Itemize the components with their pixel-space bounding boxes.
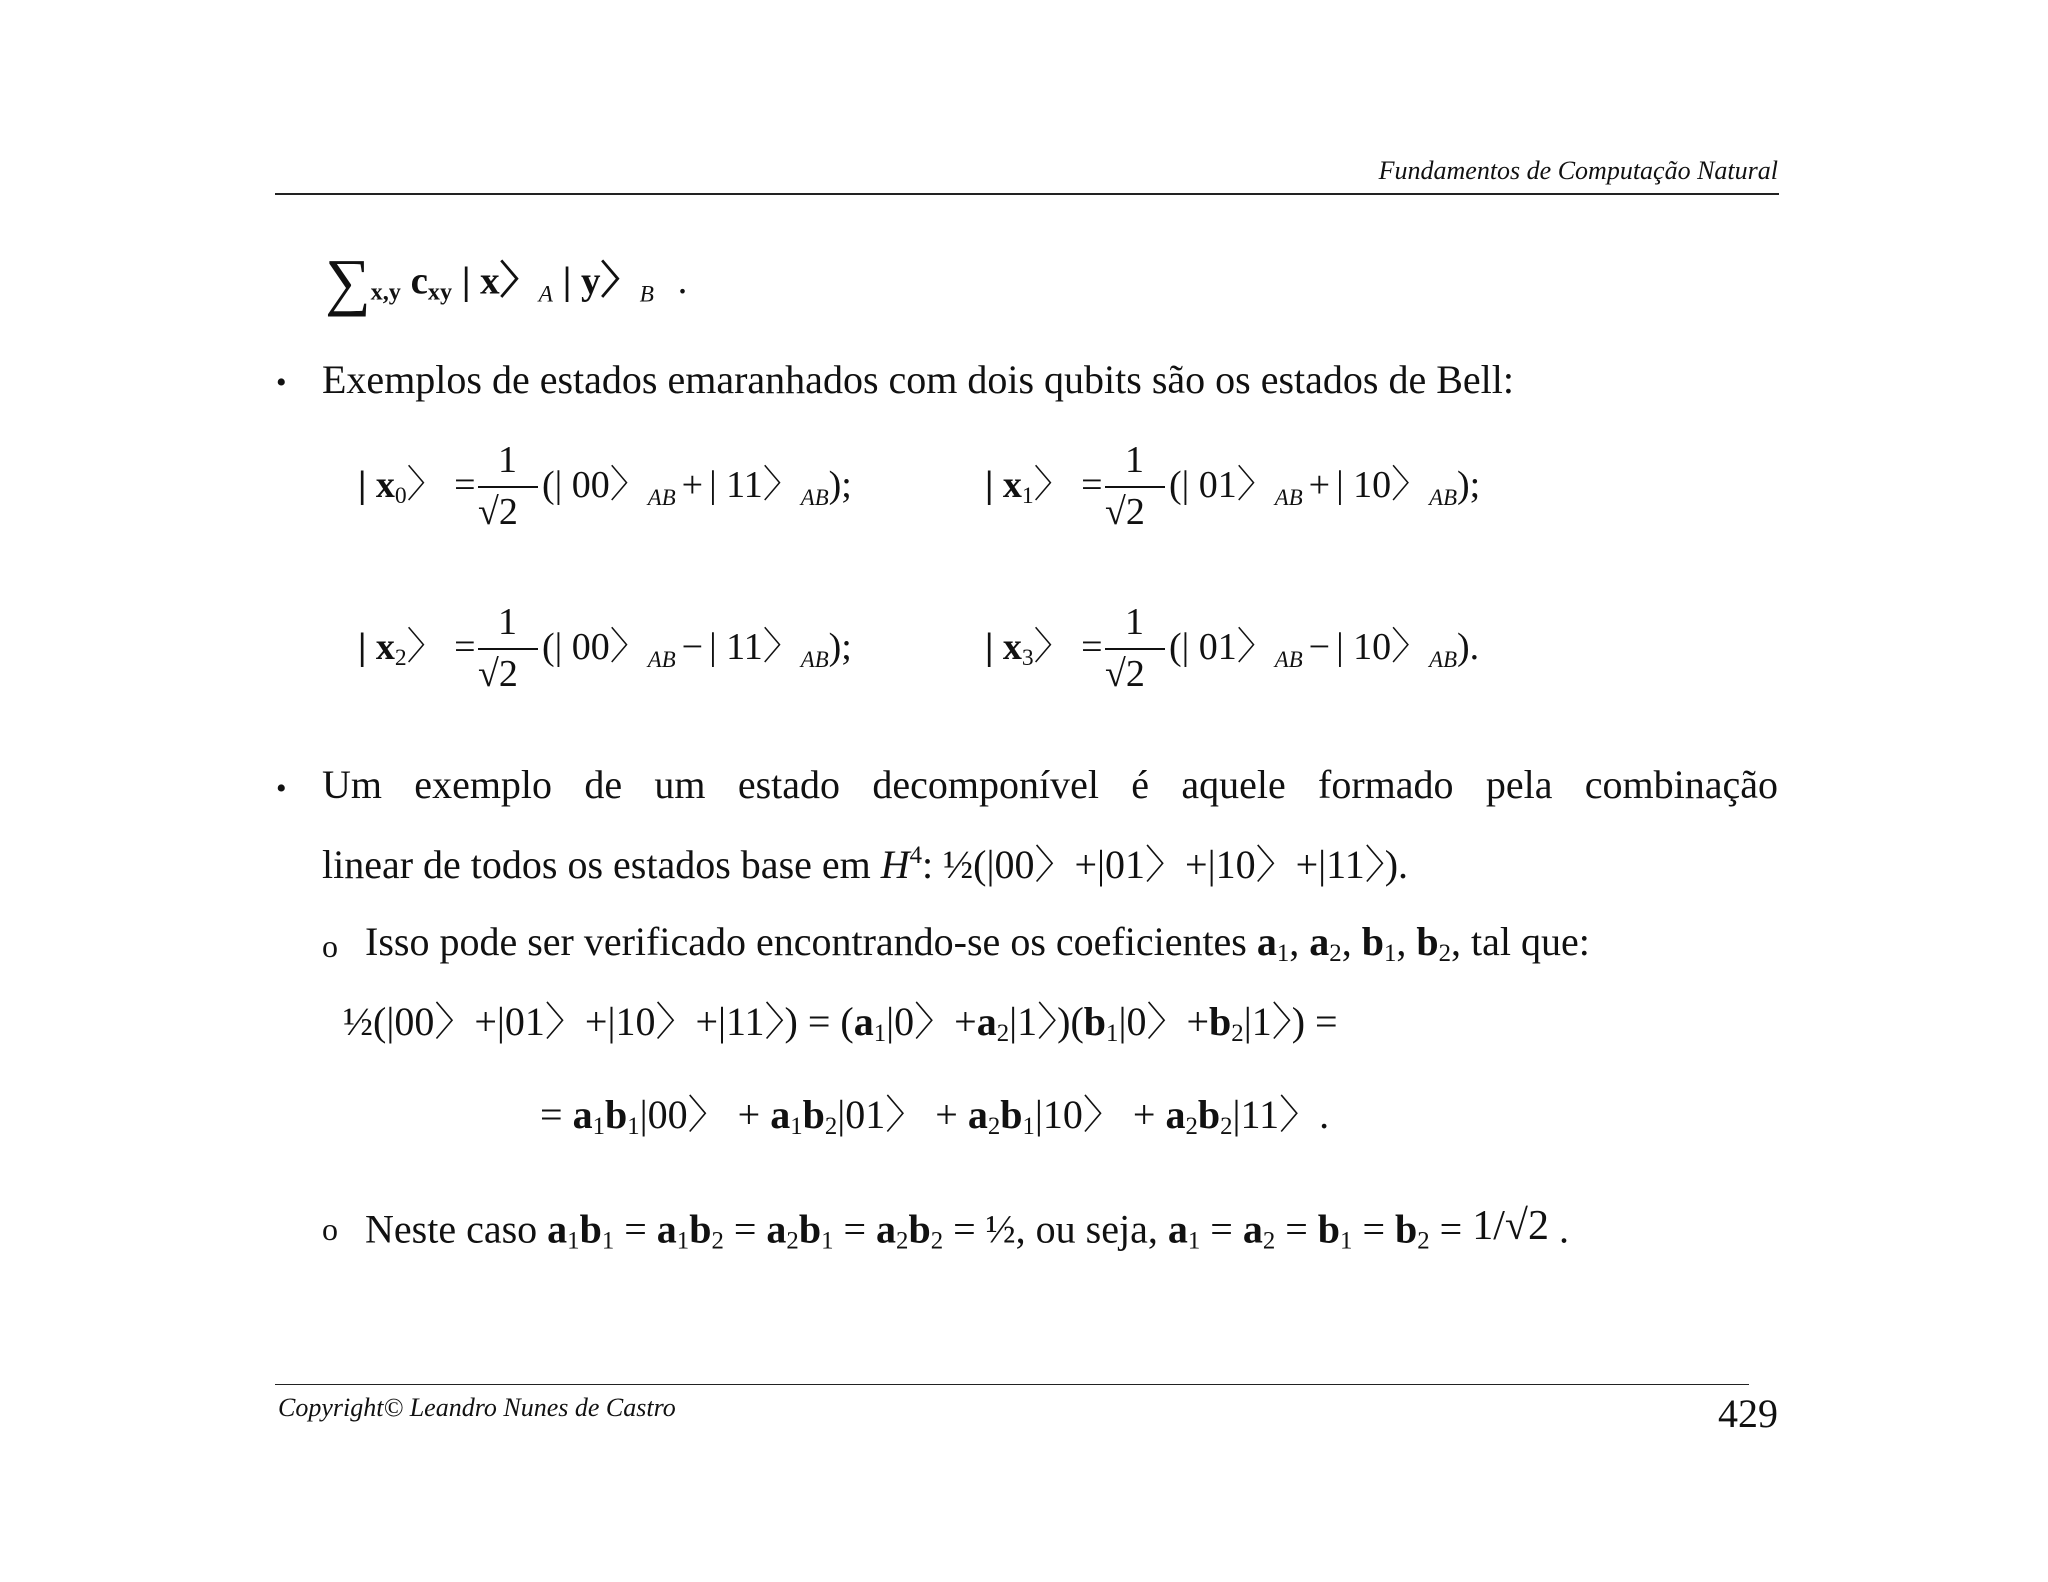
idx: 2 (987, 1113, 1001, 1141)
bullet2-line1: Um exemplo de um estado decomponível é aquele formado pela combinação (322, 762, 1778, 807)
sep: , (1289, 919, 1310, 964)
idx: 2 (1231, 1020, 1244, 1048)
coef-a: a (656, 1206, 677, 1252)
header-title: Fundamentos de Computação Natural (1378, 156, 1778, 185)
idx: 1 (873, 1020, 887, 1048)
term: |00〉 + (639, 1092, 771, 1137)
ket: |0〉+ (1118, 999, 1210, 1044)
eq: = (723, 1206, 767, 1252)
bell-lhs: | x (358, 626, 395, 668)
frac-bar (1105, 486, 1165, 488)
coef-sub: xy (427, 278, 453, 306)
bell-index: 0 (394, 482, 407, 509)
frac-denominator: √2 (478, 653, 518, 695)
coef-b: b (689, 1206, 712, 1252)
idx: 1 (592, 1113, 605, 1141)
sub1-text (365, 919, 1590, 968)
frac-numerator: 1 (498, 439, 517, 481)
frac-denominator: √2 (1105, 491, 1145, 533)
frac-numerator: 1 (1125, 439, 1144, 481)
idx: 1 (601, 1227, 615, 1255)
expansion-line2 (540, 1092, 1330, 1141)
coef-a: a (1165, 1092, 1186, 1137)
idx: 1 (821, 1227, 834, 1255)
coef-a: a (770, 1092, 791, 1137)
coef-a: a (1167, 1206, 1188, 1252)
sub-ab: AB (800, 646, 829, 672)
eq: = (540, 1092, 573, 1137)
coef-a: a (572, 1092, 593, 1137)
ket-first: (| 00〉 (542, 464, 648, 506)
idx: 2 (1438, 940, 1451, 968)
idx: 1 (790, 1113, 803, 1141)
bell-end: ); (828, 464, 852, 506)
expansion-line1 (343, 999, 1338, 1048)
bell-rhs: 〉 = (406, 464, 476, 506)
idx: 1 (1340, 1227, 1353, 1255)
hilbert-h: H (880, 842, 910, 887)
ket-x: | x〉 (461, 259, 539, 303)
sub-ab: AB (1429, 484, 1458, 510)
bell-end: ); (1457, 464, 1481, 506)
ket: |1〉)( (1009, 999, 1084, 1044)
bell-index: 2 (394, 644, 407, 671)
frac-bar (478, 648, 538, 650)
coef-b: b (908, 1206, 931, 1252)
sep: , (1396, 919, 1417, 964)
coef-b: b (1000, 1092, 1023, 1137)
idx: 1 (1276, 940, 1290, 968)
idx: 2 (1185, 1113, 1198, 1141)
sum-expression (325, 246, 688, 317)
sigma-symbol: ∑ (325, 246, 371, 317)
coef-b: b (1416, 919, 1439, 964)
idx: 1 (567, 1227, 580, 1255)
ket-second: | 11〉 (709, 464, 801, 506)
bell-op: + (681, 464, 704, 506)
bell-op: + (1308, 464, 1331, 506)
one-over-root-two: 1/√2 (1472, 1203, 1549, 1249)
frac-denominator: √2 (1105, 653, 1145, 695)
bell-end: ). (1457, 626, 1480, 668)
frac-numerator: 1 (498, 601, 517, 643)
eq: = (1352, 1206, 1395, 1252)
sub-ab: AB (647, 484, 676, 510)
sub2-end: . (1548, 1206, 1569, 1252)
header-rule (275, 193, 1779, 195)
eq: = (1200, 1206, 1243, 1252)
sub-ab: AB (1429, 646, 1458, 672)
idx: 1 (1022, 1113, 1035, 1141)
bell-index: 1 (1021, 482, 1034, 509)
term: |01〉 + (837, 1092, 968, 1137)
bullet2-line2-pre: linear de todos os estados base em (322, 842, 881, 887)
ket-second: | 11〉 (709, 626, 801, 668)
bell-rhs: 〉 = (406, 626, 476, 668)
sub-ab: AB (800, 484, 829, 510)
eq: = (1275, 1206, 1318, 1252)
sub-ab: AB (1274, 484, 1303, 510)
ket-second: | 10〉 (1336, 626, 1430, 668)
bell-index: 3 (1021, 644, 1034, 671)
coef-b: b (798, 1206, 822, 1252)
idx: 2 (1262, 1227, 1276, 1255)
term: |10〉 + (1034, 1092, 1166, 1137)
coef-b: b (604, 1092, 628, 1137)
bell-lhs: | x (985, 464, 1022, 506)
ket-first: (| 01〉 (1169, 464, 1275, 506)
coef-a: a (876, 1206, 897, 1252)
sub1-pre: Isso pode ser verificado encontrando-se os coeficientes (365, 919, 1257, 964)
sum-end: . (677, 259, 688, 303)
coef-b: b (1083, 999, 1107, 1044)
footer-rule (275, 1384, 1749, 1385)
coef-a: a (967, 1092, 988, 1137)
page-number: 429 (1718, 1391, 1778, 1436)
coef-a: a (853, 999, 874, 1044)
idx: 1 (676, 1227, 690, 1255)
coef-b: b (802, 1092, 825, 1137)
term: |11〉. (1232, 1092, 1330, 1137)
coef-a: a (766, 1206, 787, 1252)
bullet-dot: • (276, 772, 287, 805)
idx: 2 (1329, 940, 1342, 968)
coef-b: b (1317, 1206, 1341, 1252)
sub-bullet-circle: o (322, 928, 338, 964)
ket: |0〉+ (886, 999, 977, 1044)
coef-a: a (1242, 1206, 1263, 1252)
frac-denominator: √2 (478, 491, 518, 533)
sub-b: B (639, 281, 654, 308)
sum-index: x,y (370, 278, 401, 306)
bell-op: − (681, 626, 704, 668)
expand-pre: ½(|00〉+|01〉+|10〉+|11〉) = ( (343, 999, 854, 1044)
sub1-post: , tal que: (1451, 919, 1590, 964)
coef-b: b (1197, 1092, 1221, 1137)
coef-a: a (1309, 919, 1330, 964)
sub-ab: AB (1274, 646, 1303, 672)
coef-a: a (1256, 919, 1277, 964)
ket-second: | 10〉 (1336, 464, 1430, 506)
footer-copyright: Copyright© Leandro Nunes de Castro (278, 1393, 676, 1422)
coef-a: a (547, 1206, 568, 1252)
sub-ab: AB (647, 646, 676, 672)
coef-a: a (976, 999, 997, 1044)
sub-bullet-circle: o (322, 1211, 338, 1247)
idx: 2 (996, 1020, 1010, 1048)
ket-first: (| 01〉 (1169, 626, 1275, 668)
bell-op: − (1308, 626, 1331, 668)
coef-b: b (1361, 919, 1384, 964)
hilbert-sup: 4 (909, 842, 923, 870)
bullet-dot: • (276, 366, 287, 399)
bullet1-text: Exemplos de estados emaranhados com dois qubits são os estados de Bell: (322, 357, 1515, 402)
coef-b: b (1209, 999, 1232, 1044)
idx: 2 (896, 1227, 909, 1255)
idx: 2 (786, 1227, 799, 1255)
bullet2-line2-post: : ½(|00〉+|01〉+|10〉+|11〉). (922, 842, 1409, 887)
idx: 1 (627, 1113, 640, 1141)
idx: 2 (930, 1227, 944, 1255)
idx: 1 (1383, 940, 1397, 968)
frac-numerator: 1 (1125, 601, 1144, 643)
idx: 2 (824, 1113, 838, 1141)
ket: |1〉) = (1243, 999, 1338, 1044)
bullet2-line2 (322, 842, 1409, 887)
half-text: = ½, ou seja, (943, 1206, 1168, 1252)
sub2-text (365, 1203, 1569, 1255)
idx: 2 (1417, 1227, 1430, 1255)
eq: = (833, 1206, 877, 1252)
idx: 1 (1187, 1227, 1201, 1255)
idx: 2 (711, 1227, 724, 1255)
sub-a: A (538, 281, 553, 308)
eq: = (1429, 1206, 1473, 1252)
bell-lhs: | x (985, 626, 1022, 668)
coef-b: b (579, 1206, 602, 1252)
ket-y: | y〉 (562, 259, 640, 303)
coef-b: b (1395, 1206, 1418, 1252)
coef: c (410, 259, 428, 303)
ket-first: (| 00〉 (542, 626, 648, 668)
sep: , (1341, 919, 1362, 964)
idx: 1 (1106, 1020, 1119, 1048)
bell-lhs: | x (358, 464, 395, 506)
bell-rhs: 〉 = (1033, 464, 1103, 506)
frac-bar (1105, 648, 1165, 650)
bell-rhs: 〉 = (1033, 626, 1103, 668)
sub2-pre: Neste caso (365, 1206, 548, 1252)
eq: = (614, 1206, 657, 1252)
frac-bar (478, 486, 538, 488)
bell-end: ); (828, 626, 852, 668)
idx: 2 (1220, 1113, 1233, 1141)
